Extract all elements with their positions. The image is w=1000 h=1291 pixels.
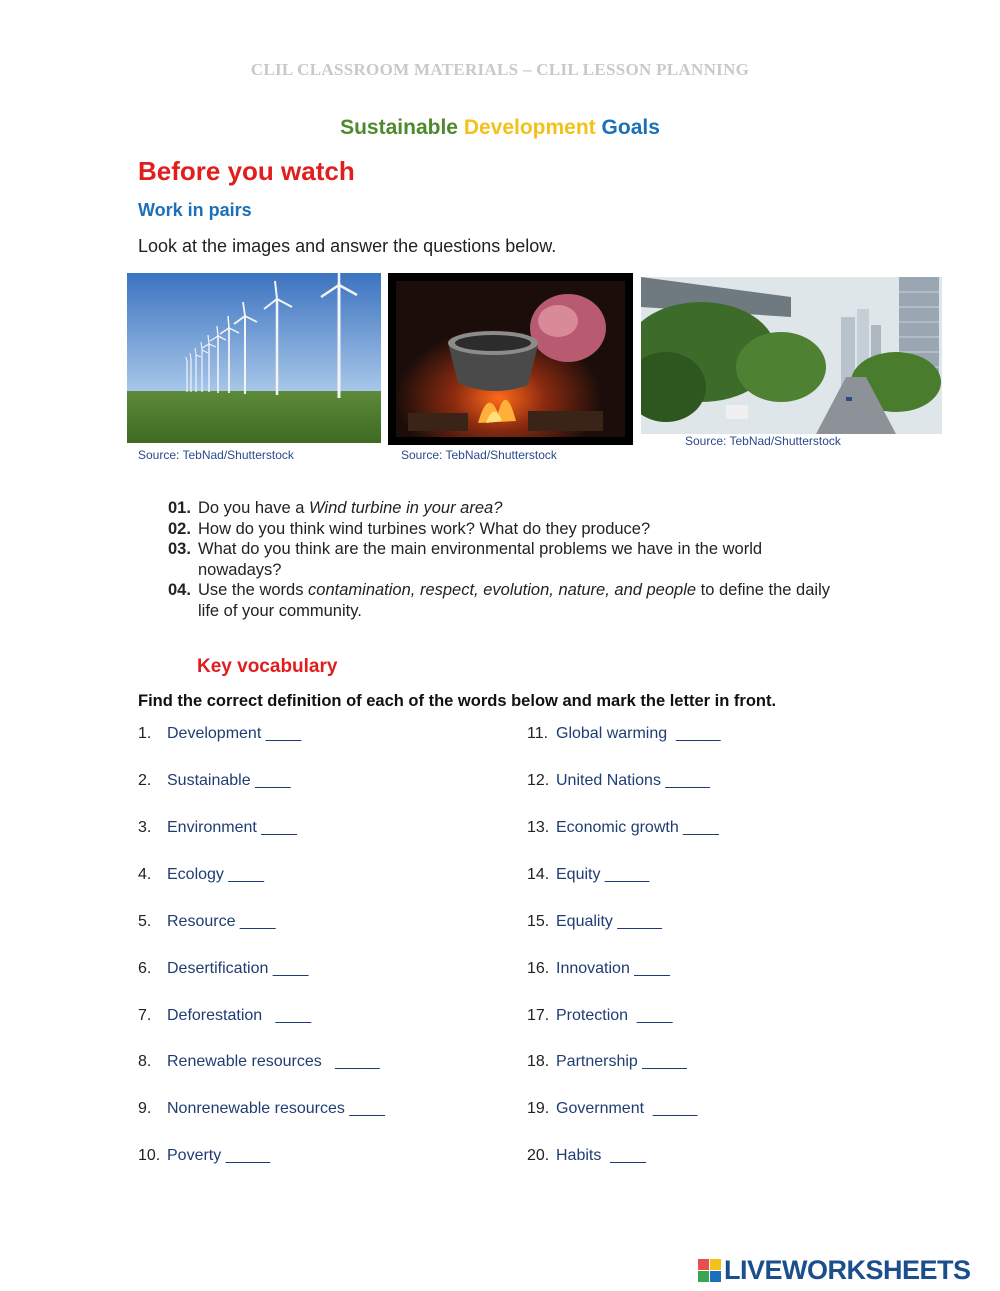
- vocab-item[interactable]: [527, 1147, 646, 1165]
- vocab-item[interactable]: [138, 1100, 385, 1118]
- logo-square: [698, 1271, 709, 1282]
- vocab-term: Resource ____: [167, 913, 276, 930]
- logo-icon: [698, 1259, 721, 1282]
- vocab-number: 3.: [138, 819, 152, 836]
- vocab-item[interactable]: [138, 960, 308, 978]
- matching-instruction: Find the correct definition of each of the words below and mark the letter in front.: [138, 692, 777, 710]
- vocab-item[interactable]: [138, 1147, 270, 1165]
- logo-square: [698, 1259, 709, 1270]
- vocab-number: 2.: [138, 772, 152, 789]
- photo-source-3: Source: TebNad/Shutterstock: [685, 434, 841, 448]
- vocab-number: 1.: [138, 725, 152, 742]
- vocab-term: Deforestation ____: [167, 1007, 312, 1024]
- vocab-term: Development ____: [167, 725, 302, 742]
- vocab-item[interactable]: [527, 1007, 673, 1025]
- vocab-number: 4.: [138, 866, 152, 883]
- discussion-questions: [168, 498, 858, 621]
- vocab-number: 7.: [138, 1007, 152, 1024]
- logo-text: LIVEWORKSHEETS: [724, 1255, 971, 1285]
- vocab-term: Poverty _____: [167, 1147, 271, 1164]
- vocab-term: United Nations _____: [556, 772, 710, 789]
- vocab-number: 6.: [138, 960, 152, 977]
- vocab-term: Desertification ____: [167, 960, 309, 977]
- key-vocabulary-heading: Key vocabulary: [197, 656, 338, 677]
- vocab-term: Ecology ____: [167, 866, 264, 883]
- vocab-number: 5.: [138, 913, 152, 930]
- subheading-work-in-pairs: Work in pairs: [138, 200, 252, 220]
- question-text: What do you think are the main environmental problems we have in the world nowadays?: [198, 540, 763, 579]
- question-item: [168, 498, 858, 519]
- question-text-italic: Wind turbine in your area?: [309, 499, 503, 517]
- vocab-item[interactable]: [527, 725, 721, 743]
- question-text-italic: contamination, respect, evolution, nature, and people: [308, 581, 697, 599]
- vocab-term: Habits ____: [556, 1147, 646, 1164]
- vocab-number: 12.: [527, 772, 550, 789]
- vocab-number: 15.: [527, 913, 550, 930]
- question-text: [198, 498, 502, 519]
- vocab-number: 19.: [527, 1100, 550, 1117]
- vocab-term: Nonrenewable resources ____: [167, 1100, 385, 1117]
- cooking-fire-photo: [388, 273, 633, 445]
- vocab-term: Sustainable ____: [167, 772, 291, 789]
- vocab-item[interactable]: [527, 772, 710, 790]
- vocab-item[interactable]: [138, 819, 297, 837]
- vocab-item[interactable]: [527, 866, 649, 884]
- vocab-term: Equality _____: [556, 913, 662, 930]
- question-number: 04.: [168, 581, 191, 599]
- photo-source-2: Source: TebNad/Shutterstock: [401, 448, 557, 462]
- vocab-number: 16.: [527, 960, 550, 977]
- vocab-term: Partnership _____: [556, 1053, 687, 1070]
- document-header: CLIL CLASSROOM MATERIALS – CLIL LESSON PLANNING: [250, 60, 750, 79]
- vocab-number: 20.: [527, 1147, 550, 1164]
- question-item: [168, 539, 858, 580]
- vocab-item[interactable]: [527, 1053, 687, 1071]
- vocab-item[interactable]: [138, 772, 291, 790]
- section-title-before-you-watch: Before you watch: [138, 156, 355, 186]
- vocab-item[interactable]: [527, 960, 670, 978]
- vocab-term: Environment ____: [167, 819, 297, 836]
- vocab-term: Renewable resources _____: [167, 1053, 380, 1070]
- vocab-item[interactable]: [138, 1007, 311, 1025]
- vocab-term: Innovation ____: [556, 960, 670, 977]
- vocab-number: 9.: [138, 1100, 152, 1117]
- vocab-number: 8.: [138, 1053, 152, 1070]
- question-number: 03.: [168, 540, 191, 558]
- sdg-word-goals: Goals: [601, 116, 660, 139]
- question-item: [168, 519, 858, 540]
- question-item: [168, 580, 858, 621]
- question-text: How do you think wind turbines work? What do they produce?: [198, 519, 651, 538]
- vocab-term: Economic growth ____: [556, 819, 719, 836]
- vocab-item[interactable]: [527, 1100, 697, 1118]
- question-text-part: Do you have a: [198, 499, 309, 517]
- vocab-item[interactable]: [138, 1053, 380, 1071]
- vocab-item[interactable]: [527, 819, 719, 837]
- question-text-part: Use the words: [198, 581, 309, 599]
- vocab-item[interactable]: [138, 725, 301, 743]
- question-text: [198, 580, 848, 621]
- vocab-number: 18.: [527, 1053, 550, 1070]
- instructions: Look at the images and answer the questions below.: [138, 236, 557, 256]
- question-number: 02.: [168, 519, 191, 538]
- photo-source-1: Source: TebNad/Shutterstock: [138, 448, 294, 462]
- green-city-photo: [641, 277, 942, 434]
- vocab-item[interactable]: [138, 866, 264, 884]
- vocab-number: 13.: [527, 819, 550, 836]
- vocab-number: 14.: [527, 866, 550, 883]
- wind-turbines-photo: [127, 273, 381, 443]
- liveworksheets-logo: [698, 1255, 971, 1286]
- vocab-number: 10.: [138, 1147, 161, 1164]
- vocab-number: 11.: [527, 725, 549, 742]
- sdg-title: [0, 116, 1000, 140]
- logo-square: [710, 1271, 721, 1282]
- vocab-term: Global warming _____: [556, 725, 721, 742]
- logo-square: [710, 1259, 721, 1270]
- sdg-word-development: Development: [463, 116, 596, 139]
- vocab-term: Equity _____: [556, 866, 650, 883]
- vocab-term: Government _____: [556, 1100, 698, 1117]
- vocab-term: Protection ____: [556, 1007, 673, 1024]
- question-text-part: to define the daily life of your community.: [198, 581, 830, 620]
- sdg-word-sustainable: Sustainable: [340, 116, 458, 139]
- vocab-number: 17.: [527, 1007, 550, 1024]
- question-number: 01.: [168, 499, 191, 517]
- vocab-item[interactable]: [527, 913, 662, 931]
- vocab-item[interactable]: [138, 913, 276, 931]
